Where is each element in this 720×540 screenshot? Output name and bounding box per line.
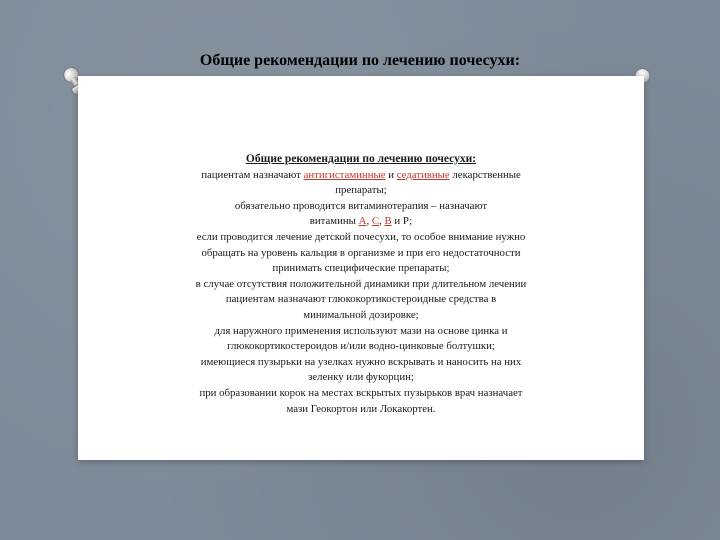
text-segment: и Р; [391,215,413,228]
item-6-line-1: имеющиеся пузырьки на узелках нужно вскрывать и наносить на них [200,355,522,368]
item-3-line-3: принимать специфические препараты; [272,262,450,275]
text-segment: , [379,215,385,228]
text-segment: пациентам назначают [201,168,304,181]
item-1-line-1 [78,168,644,184]
item-2-line-1: обязательно проводится витаминотерапия – назначают [234,199,488,212]
content-card [78,76,644,460]
item-3-line-2: обращать на уровень кальция в организме и при его недостаточности [201,246,521,259]
slide-title: Общие рекомендации по лечению почесухи: [199,52,521,69]
vitamin-b-link[interactable]: В [384,215,392,228]
recommendations-text [78,152,644,417]
item-4-line-1: в случае отсутствия положительной динамики при длительном лечении [195,277,527,290]
item-6-line-2: зеленку или фукорцин; [308,371,414,384]
text-segment: лекарственные [449,168,521,181]
item-5-line-2: глюкокортикостероидов и/или водно-цинковые болтушки; [227,340,495,353]
text-segment: и [385,168,397,181]
item-4-line-3: минимальной дозировке; [303,308,419,321]
content-heading: Общие рекомендации по лечению почесухи: [245,153,477,165]
item-3-line-1: если проводится лечение детской почесухи, то особое внимание нужно [196,230,526,243]
item-2-line-2 [78,214,644,230]
item-7-line-2: мази Геокортон или Локакортен. [286,402,436,415]
antihistamine-link[interactable]: антигистаминные [303,168,386,181]
text-segment: витамины [309,215,359,228]
vitamin-a-link[interactable]: А [358,215,367,228]
item-5-line-1: для наружного применения используют мази на основе цинка и [214,324,508,337]
item-4-line-2: пациентам назначают глюкокортикостероидные средства в [225,293,497,306]
item-1-line-2: препараты; [335,184,387,197]
item-7-line-1: при образовании корок на местах вскрытых пузырьков врач назначает [199,386,523,399]
sedative-link[interactable]: седативные [396,168,450,181]
vitamin-c-link[interactable]: С [371,215,380,228]
text-segment: , [366,215,372,228]
